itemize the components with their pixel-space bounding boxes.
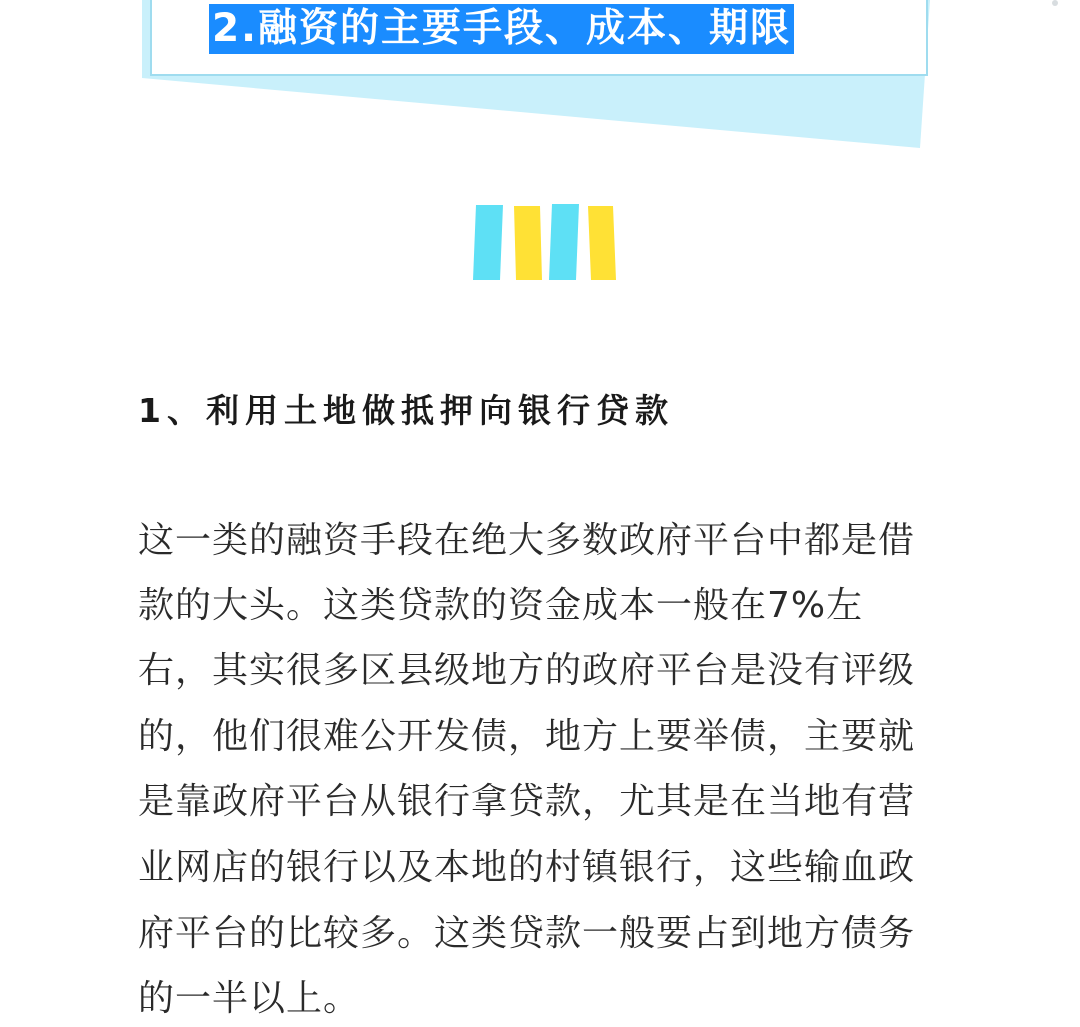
paragraph-line-7: 府平台的比较多。这类贷款一般要占到地方债务 <box>138 913 916 954</box>
stripe-yellow-2 <box>588 206 616 280</box>
paragraph-line-3: 右，其实很多区县级地方的政府平台是没有评级 <box>138 650 916 691</box>
paragraph-line-4: 的，他们很难公开发债，地方上要举债，主要就 <box>138 716 916 757</box>
paragraph-line-5: 是靠政府平台从银行拿贷款，尤其是在当地有营 <box>138 781 916 822</box>
stripe-cyan-2 <box>549 204 579 280</box>
paragraph-line-8: 的一半以上。 <box>138 978 361 1019</box>
stripe-yellow-1 <box>514 206 542 280</box>
stripe-cyan-1 <box>473 205 503 280</box>
corner-dot <box>1052 0 1058 6</box>
paragraph-line-2: 款的大头。这类贷款的资金成本一般在7%左 <box>138 585 864 626</box>
decorative-stripes <box>470 200 630 290</box>
paragraph-line-6: 业网店的银行以及本地的村镇银行，这些输血政 <box>138 847 916 888</box>
paragraph-line-1: 这一类的融资手段在绝大多数政府平台中都是借 <box>138 520 916 561</box>
header-banner <box>0 0 1080 160</box>
header-title: 2.融资的主要手段、成本、期限 <box>209 4 794 54</box>
section-heading: 1、利用土地做抵押向银行贷款 <box>138 391 674 430</box>
